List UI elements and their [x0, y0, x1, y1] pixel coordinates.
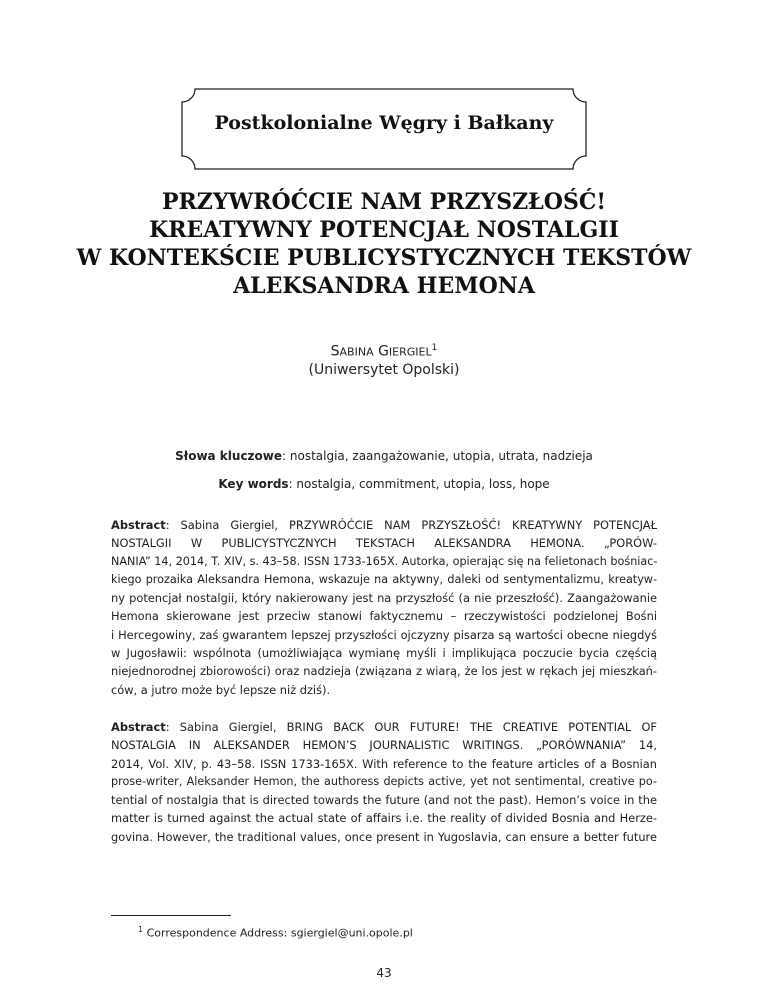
abstract-polish	[111, 516, 657, 699]
keywords-english: Key words: nostalgia, commitment, utopia, loss, hope	[218, 477, 550, 491]
abstract-line: prose-writer, Aleksander Hemon, the authoress depicts active, yet not sentimental, creative po-	[111, 774, 657, 788]
author-name: SABINA GIERGIEL$^1$	[330, 343, 438, 360]
footnote-divider	[111, 915, 231, 916]
section-frame	[181, 88, 587, 170]
abstract-line: niejednorodnej zbiorowości) oraz nadzieja (związana z wiarą, że los jest w rękach jej mieszkań-	[111, 664, 657, 679]
title-line: PRZYWRÓĆCIE NAM PRZYSZŁOŚĆ!	[161, 189, 607, 215]
abstract-line: NOSTALGII W PUBLICYSTYCZNYCH TEKSTACH ALEKSANDRA HEMONA. „PORÓW-	[111, 536, 657, 551]
abstract-line: ny potencjał nostalgii, który nakierowany jest na przyszłość (a nie przeszłość). Zaangażowanie	[111, 591, 657, 606]
title-line: W KONTEKŚCIE PUBLICYSTYCZNYCH TEKSTÓW	[76, 245, 692, 271]
abstract-line: tential of nostalgia that is directed towards the future (and not the past). Hemon’s voice in the	[111, 793, 657, 808]
title-line: ALEKSANDRA HEMONA	[233, 273, 535, 299]
abstract-english	[111, 718, 657, 846]
footnote-mark: 1	[431, 343, 438, 353]
abstract-line: Hemona skierowane jest przeciw stanowi faktycznemu – rzeczywistości podzielonej Bośni	[111, 609, 657, 624]
abstract-line: NANIA” 14, 2014, T. XIV, s. 43–58. ISSN 1733-165X. Autorka, opierając się na felietonach bośniac-	[111, 554, 658, 568]
abstract-line: w Jugosławii: wspólnota (umożliwiająca wymianę myśli i implikująca poczucie bycia częścią	[111, 646, 657, 661]
abstract-line: kiego prozaika Aleksandra Hemona, wskazuje na aktywny, daleki od sentymentalizmu, kreatyw-	[111, 572, 657, 586]
section-title: Postkolonialne Węgry i Bałkany	[214, 112, 554, 134]
title-line: KREATYWNY POTENCJAŁ NOSTALGII	[149, 217, 619, 243]
abstract-line: Abstract: Sabina Giergiel, BRING BACK OUR FUTURE! THE CREATIVE POTENTIAL OF	[111, 720, 657, 734]
abstract-line: ców, a jutro może być lepsze niż dziś).	[111, 682, 331, 697]
abstract-line: matter is turned against the actual state of affairs i.e. the reality of divided Bosnia and Herze-	[111, 811, 657, 826]
article-title	[40, 188, 728, 300]
abstract-line: i Hercegowiny, zaś gwarantem lepszej przyszłości ojczyzny pisarza są wartości obecne niegdyś	[111, 627, 657, 642]
author-affiliation: (Uniwersytet Opolski)	[308, 362, 460, 378]
abstract-line: govina. However, the traditional values, once present in Yugoslavia, can ensure a better future	[111, 829, 657, 844]
keywords-polish: Słowa kluczowe: nostalgia, zaangażowanie, utopia, utrata, nadzieja	[175, 449, 593, 463]
footnote: $^1$ Correspondence Address: sgiergiel@uni.opole.pl	[138, 925, 413, 940]
abstract-line: NOSTALGIA IN ALEKSANDER HEMON’S JOURNALISTIC WRITINGS. „PORÓWNANIA” 14,	[111, 738, 657, 753]
page-number: 43	[376, 966, 392, 980]
abstract-line: Abstract: Sabina Giergiel, PRZYWRÓĆCIE NAM PRZYSZŁOŚĆ! KREATYWNY POTENCJAŁ	[111, 518, 657, 532]
abstract-line: 2014, Vol. XIV, p. 43–58. ISSN 1733-165X. With reference to the feature articles of a Bosnian	[111, 756, 657, 771]
